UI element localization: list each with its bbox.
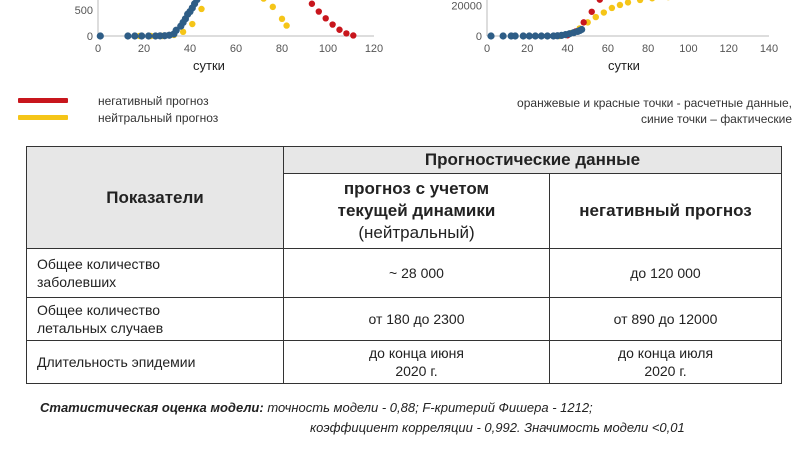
cell-neutral: ~ 28 000: [284, 249, 550, 298]
right-chart-plot: [425, 0, 795, 60]
neutral-point: [593, 14, 599, 20]
left-chart-x-label: сутки: [193, 58, 225, 73]
x-tick-label: 100: [318, 43, 338, 55]
header-neutral-line-1: прогноз с учетом: [343, 179, 490, 198]
left-chart-plot: [40, 0, 400, 60]
actual-point: [138, 32, 145, 39]
header-neutral-line-3: (нейтральный): [358, 223, 475, 242]
cell-negative: от 890 до 12000: [550, 298, 782, 341]
x-tick-label: 140: [759, 43, 779, 55]
y-tick-label: 0: [86, 31, 93, 43]
neutral-point: [637, 0, 643, 3]
header-indicators: Показатели: [27, 147, 284, 249]
x-tick-label: 0: [94, 43, 102, 55]
cell-negative: [550, 341, 782, 384]
negative-point: [589, 9, 595, 15]
neutral-point: [260, 0, 266, 2]
negative-point: [336, 27, 342, 33]
neutral-point: [609, 5, 615, 11]
cell-neutral: [284, 341, 550, 384]
forecast-table: [26, 146, 782, 384]
data-note: [517, 95, 792, 127]
right-chart-x-label: сутки: [608, 58, 640, 73]
negative-point: [597, 0, 603, 3]
actual-point: [124, 32, 131, 39]
note-line-1: оранжевые и красные точки - расчетные данные,: [517, 96, 792, 110]
cell-neutral-line-1: до конца июня: [369, 345, 464, 361]
cell-negative: до 120 000: [550, 249, 782, 298]
y-tick-label: 0: [475, 31, 482, 43]
stats-line-1: [40, 398, 685, 418]
neutral-point: [617, 2, 623, 8]
neutral-point: [601, 9, 607, 15]
neutral-point: [270, 4, 276, 10]
cell-negative-line-2: 2020 г.: [644, 363, 687, 379]
stats-heading: Статистическая оценка модели:: [40, 400, 264, 415]
row-label-line-1: Общее количество: [37, 302, 161, 318]
legend: [18, 92, 218, 126]
x-tick-label: 20: [521, 43, 534, 55]
actual-point: [97, 32, 104, 39]
x-tick-label: 80: [275, 43, 289, 55]
x-tick-label: 0: [483, 43, 491, 55]
note-line-2: синие точки – фактические: [640, 112, 792, 126]
header-forecast-group: Прогностические данные: [284, 147, 782, 174]
cell-negative-line-1: до конца июля: [617, 345, 714, 361]
stats-line-2: коэффициент корреляции - 0,992. Значимость модели <0,01: [310, 420, 685, 435]
header-neutral-line-2: текущей динамики: [337, 201, 496, 220]
x-tick-label: 40: [561, 43, 574, 55]
legend-label-neutral: нейтральный прогноз: [98, 110, 219, 125]
legend-item-neutral: [18, 109, 218, 126]
row-label: [27, 298, 284, 341]
neutral-point: [625, 0, 631, 6]
header-neutral: [284, 174, 550, 249]
table-row: [27, 341, 782, 384]
y-tick-label: 20000: [451, 0, 482, 13]
row-label-line-2: заболевших: [37, 274, 117, 290]
neutral-point: [189, 21, 195, 27]
cell-neutral: от 180 до 2300: [284, 298, 550, 341]
actual-point: [145, 32, 152, 39]
cell-neutral-line-2: 2020 г.: [395, 363, 438, 379]
stats-text-1: точность модели - 0,88; F-критерий Фишера - 1212;: [263, 400, 593, 415]
neutral-point: [649, 0, 655, 1]
row-label-line-1: Общее количество: [37, 256, 161, 272]
row-label: [27, 249, 284, 298]
actual-point: [500, 32, 507, 39]
actual-point: [512, 32, 519, 39]
negative-swatch: [18, 98, 68, 103]
negative-point: [309, 1, 315, 7]
legend-item-negative: [18, 92, 218, 109]
legend-label-negative: негативный прогноз: [98, 93, 209, 108]
model-stats: [40, 398, 685, 438]
negative-point: [323, 15, 329, 21]
negative-point: [580, 19, 586, 25]
x-tick-label: 100: [679, 43, 698, 55]
neutral-swatch: [18, 115, 68, 120]
table-row: [27, 298, 782, 341]
actual-point: [487, 32, 494, 39]
x-tick-label: 120: [364, 43, 384, 55]
x-tick-label: 80: [642, 43, 655, 55]
row-label: Длительность эпидемии: [27, 341, 284, 384]
x-tick-label: 60: [229, 43, 243, 55]
neutral-point: [279, 16, 285, 22]
negative-point: [316, 8, 322, 14]
table-row: [27, 249, 782, 298]
x-tick-label: 60: [601, 43, 614, 55]
neutral-point: [283, 22, 289, 28]
y-tick-label: 500: [74, 5, 93, 17]
x-tick-label: 120: [719, 43, 738, 55]
actual-point: [131, 32, 138, 39]
header-row-1: [27, 147, 782, 174]
x-tick-label: 40: [183, 43, 197, 55]
x-tick-label: 20: [137, 43, 151, 55]
negative-point: [350, 32, 356, 38]
neutral-point: [198, 6, 204, 12]
negative-point: [343, 30, 349, 36]
negative-point: [329, 21, 335, 27]
actual-point: [578, 26, 585, 33]
header-negative: негативный прогноз: [550, 174, 782, 249]
row-label-line-2: летальных случаев: [37, 320, 164, 336]
